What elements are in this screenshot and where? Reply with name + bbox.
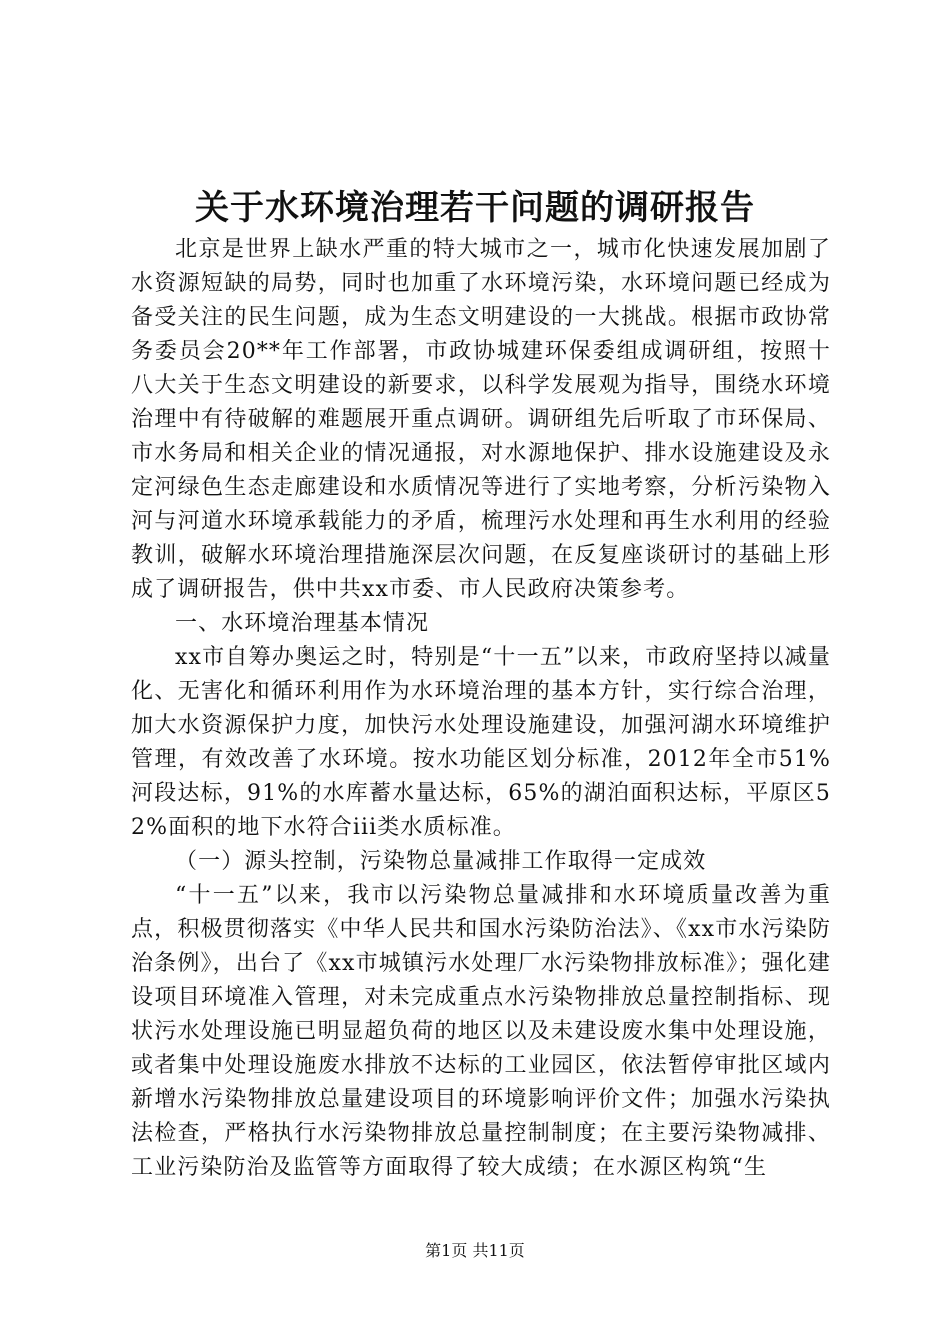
page-footer: 第1页 共11页 [425,1241,525,1260]
paragraph-source-control: “十一五”以来，我市以污染物总量减排和水环境质量改善为重点，积极贯彻落实《中华人民共和国水污染防治法》、《xx市水污染防治条例》，出台了《xx市城镇污水处理厂水污染物排放标准》；强化建设项目环境准入管理，对未完成重点水污染物排放总量控制指标、现状污水处理设施已明显超负荷的地区以及未建设废水集中处理设施，或者集中处理设施废水排放不达标的工业园区，依法暂停审批区域内新增水污染物排放总量建设项目的环境影响评价文件；加强水污染执法检查，严格执行水污染物排放总量控制制度；在主要污染物减排、工业污染防治及监管等方面取得了较大成绩；在水源区构筑“生 [131,883,831,1180]
paragraph-overview: xx市自筹办奥运之时，特别是“十一五”以来，市政府坚持以减量化、无害化和循环利用作为水环境治理的基本方针，实行综合治理，加大水资源保护力度，加快污水处理设施建设，加强河湖水环境维护管理，有效改善了水环境。按水功能区划分标准，2012年全市51%河段达标，91%的水库蓄水量达标，65%的湖泊面积达标，平原区52%面积的地下水符合iii类水质标准。 [131,645,831,840]
section-heading-1: 一、水环境治理基本情况 [175,611,430,636]
document-title: 关于水环境治理若干问题的调研报告 [195,188,755,228]
paragraph-intro: 北京是世界上缺水严重的特大城市之一，城市化快速发展加剧了水资源短缺的局势，同时也加重了水环境污染，水环境问题已经成为备受关注的民生问题，成为生态文明建设的一大挑战。根据市政协常务委员会20**年工作部署，市政协城建环保委组成调研组，按照十八大关于生态文明建设的新要求，以科学发展观为指导，围绕水环境治理中有待破解的难题展开重点调研。调研组先后听取了市环保局、市水务局和相关企业的情况通报，对水源地保护、排水设施建设及永定河绿色生态走廊建设和水质情况等进行了实地考察，分析污染物入河与河道水环境承载能力的矛盾，梳理污水处理和再生水利用的经验教训，破解水环境治理措施深层次问题，在反复座谈研讨的基础上形成了调研报告，供中共xx市委、市人民政府决策参考。 [131,237,831,602]
subsection-heading-1: （一）源头控制，污染物总量减排工作取得一定成效 [175,849,707,874]
document-body [131,233,831,1185]
